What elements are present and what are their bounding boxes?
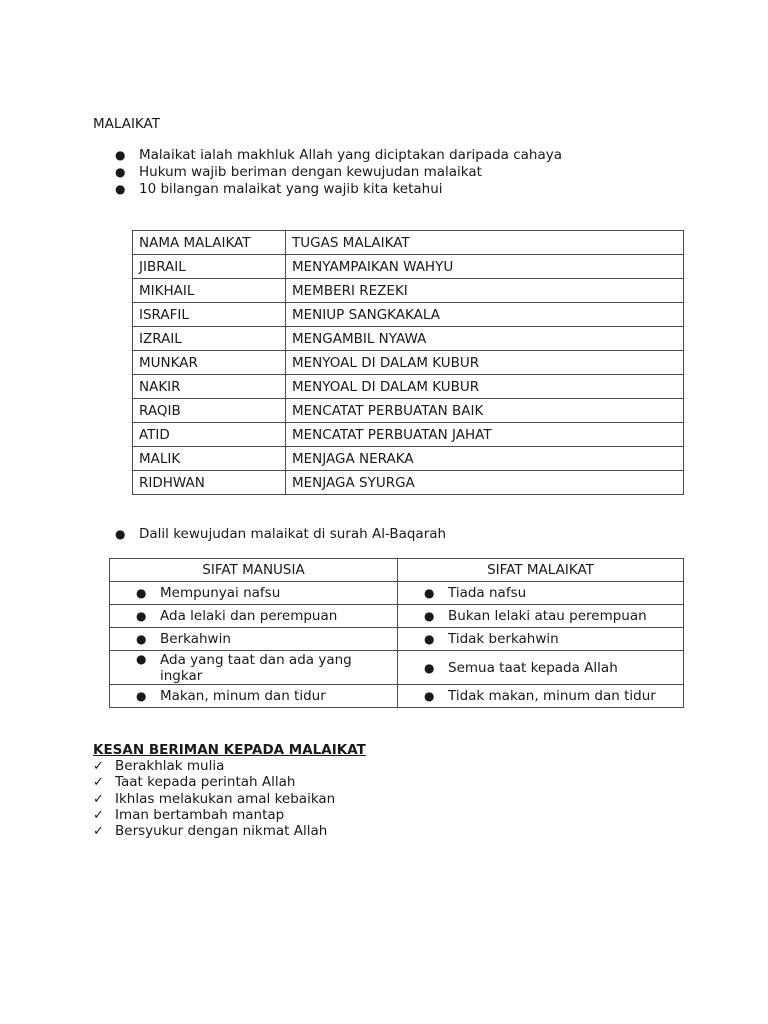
angel-duty-cell: MENIUP SANGKAKALA <box>286 303 684 327</box>
table-row <box>133 423 684 447</box>
bullet-icon: ● <box>136 609 147 623</box>
bullet-icon: ● <box>136 586 147 600</box>
angel-name-cell: RAQIB <box>133 399 286 423</box>
angel-trait-cell <box>398 605 684 628</box>
table-row <box>133 303 684 327</box>
angel-duty-cell: MENJAGA NERAKA <box>286 447 684 471</box>
angel-trait-text: Bukan lelaki atau perempuan <box>448 608 647 624</box>
angel-name-cell: MUNKAR <box>133 351 286 375</box>
human-trait-cell <box>110 605 398 628</box>
table-row <box>133 375 684 399</box>
human-trait-text: Berkahwin <box>160 631 231 647</box>
list-item <box>115 164 562 181</box>
table-row <box>110 582 684 605</box>
angel-trait-text: Semua taat kepada Allah <box>448 659 618 676</box>
list-item-text: Ikhlas melakukan amal kebaikan <box>115 790 336 807</box>
angel-name-cell: MIKHAIL <box>133 279 286 303</box>
list-item <box>93 774 335 790</box>
table-row <box>133 327 684 351</box>
list-item-text: Iman bertambah mantap <box>115 806 285 823</box>
angel-trait-cell <box>398 651 684 685</box>
effects-heading: KESAN BERIMAN KEPADA MALAIKAT <box>93 742 366 758</box>
table-row <box>110 685 684 708</box>
checkmark-icon: ✓ <box>93 807 104 823</box>
list-item-text: Hukum wajib beriman dengan kewujudan malaikat <box>139 164 482 180</box>
angel-name-cell: ATID <box>133 423 286 447</box>
angel-name-cell: MALIK <box>133 447 286 471</box>
list-item <box>93 823 335 839</box>
list-item <box>93 758 335 774</box>
dalil-text: Dalil kewujudan malaikat di surah Al-Baqarah <box>139 526 447 542</box>
angel-name-cell: JIBRAIL <box>133 255 286 279</box>
table-row <box>133 471 684 495</box>
checkmark-icon: ✓ <box>93 759 104 774</box>
effects-checklist <box>93 758 335 839</box>
list-item <box>93 791 335 807</box>
table-row <box>133 399 684 423</box>
list-item <box>93 807 335 823</box>
angel-trait-cell <box>398 628 684 651</box>
human-trait-text: Mempunyai nafsu <box>160 585 281 601</box>
dalil-bullet <box>115 526 446 542</box>
table-row <box>110 628 684 651</box>
human-trait-cell <box>110 685 398 708</box>
angel-name-cell: ISRAFIL <box>133 303 286 327</box>
bullet-icon: ● <box>115 527 126 541</box>
table-header-row <box>133 231 684 255</box>
traits-table <box>109 558 684 708</box>
angel-duty-cell: MEMBERI REZEKI <box>286 279 684 303</box>
angels-table <box>132 230 684 495</box>
table-row <box>133 255 684 279</box>
bullet-icon: ● <box>424 586 435 600</box>
angel-trait-text: Tiada nafsu <box>448 585 527 601</box>
angel-duty-cell: MENGAMBIL NYAWA <box>286 327 684 351</box>
list-item-text: 10 bilangan malaikat yang wajib kita ketahui <box>139 181 443 197</box>
list-item <box>115 147 562 164</box>
list-item-text: Malaikat ialah makhluk Allah yang diciptakan daripada cahaya <box>139 147 563 163</box>
human-trait-text: Ada lelaki dan perempuan <box>160 608 338 624</box>
angel-duty-cell: MENCATAT PERBUATAN BAIK <box>286 399 684 423</box>
angel-duty-cell: MENJAGA SYURGA <box>286 471 684 495</box>
document-title: MALAIKAT <box>93 116 160 132</box>
intro-bullet-list <box>115 147 562 198</box>
human-trait-text: Makan, minum dan tidur <box>160 688 326 704</box>
bullet-icon: ● <box>136 632 147 646</box>
list-item <box>115 181 562 198</box>
list-item-text: Taat kepada perintah Allah <box>115 774 296 791</box>
human-trait-cell <box>110 582 398 605</box>
angel-trait-cell <box>398 685 684 708</box>
angel-duty-cell: MENYOAL DI DALAM KUBUR <box>286 375 684 399</box>
table-row <box>110 651 684 685</box>
angel-duty-cell: MENCATAT PERBUATAN JAHAT <box>286 423 684 447</box>
bullet-icon: ● <box>424 660 435 675</box>
bullet-icon: ● <box>424 689 435 703</box>
list-item-text: Bersyukur dengan nikmat Allah <box>115 823 328 840</box>
bullet-icon: ● <box>115 165 126 179</box>
bullet-icon: ● <box>115 182 126 196</box>
table-header-cell: NAMA MALAIKAT <box>133 231 286 255</box>
angel-name-cell: IZRAIL <box>133 327 286 351</box>
angel-duty-cell: MENYOAL DI DALAM KUBUR <box>286 351 684 375</box>
list-item-text: Berakhlak mulia <box>115 758 225 774</box>
checkmark-icon: ✓ <box>93 824 104 840</box>
angel-trait-cell <box>398 582 684 605</box>
bullet-icon: ● <box>136 651 147 666</box>
table-row <box>133 279 684 303</box>
angel-name-cell: RIDHWAN <box>133 471 286 495</box>
table-header-cell: TUGAS MALAIKAT <box>286 231 684 255</box>
human-trait-cell <box>110 651 398 685</box>
table-header-row <box>110 559 684 582</box>
bullet-icon: ● <box>424 632 435 646</box>
table-row <box>110 605 684 628</box>
human-trait-text: Ada yang taat dan ada yang ingkar <box>160 651 352 684</box>
angel-trait-text: Tidak makan, minum dan tidur <box>448 688 656 704</box>
table-row <box>133 447 684 471</box>
checkmark-icon: ✓ <box>93 775 104 791</box>
table-header-cell: SIFAT MALAIKAT <box>398 559 684 582</box>
table-header-cell: SIFAT MANUSIA <box>110 559 398 582</box>
angel-duty-cell: MENYAMPAIKAN WAHYU <box>286 255 684 279</box>
bullet-icon: ● <box>115 148 126 162</box>
bullet-icon: ● <box>424 609 435 623</box>
bullet-icon: ● <box>136 689 147 703</box>
checkmark-icon: ✓ <box>93 791 104 807</box>
angel-name-cell: NAKIR <box>133 375 286 399</box>
angel-trait-text: Tidak berkahwin <box>448 631 559 647</box>
human-trait-cell <box>110 628 398 651</box>
table-row <box>133 351 684 375</box>
